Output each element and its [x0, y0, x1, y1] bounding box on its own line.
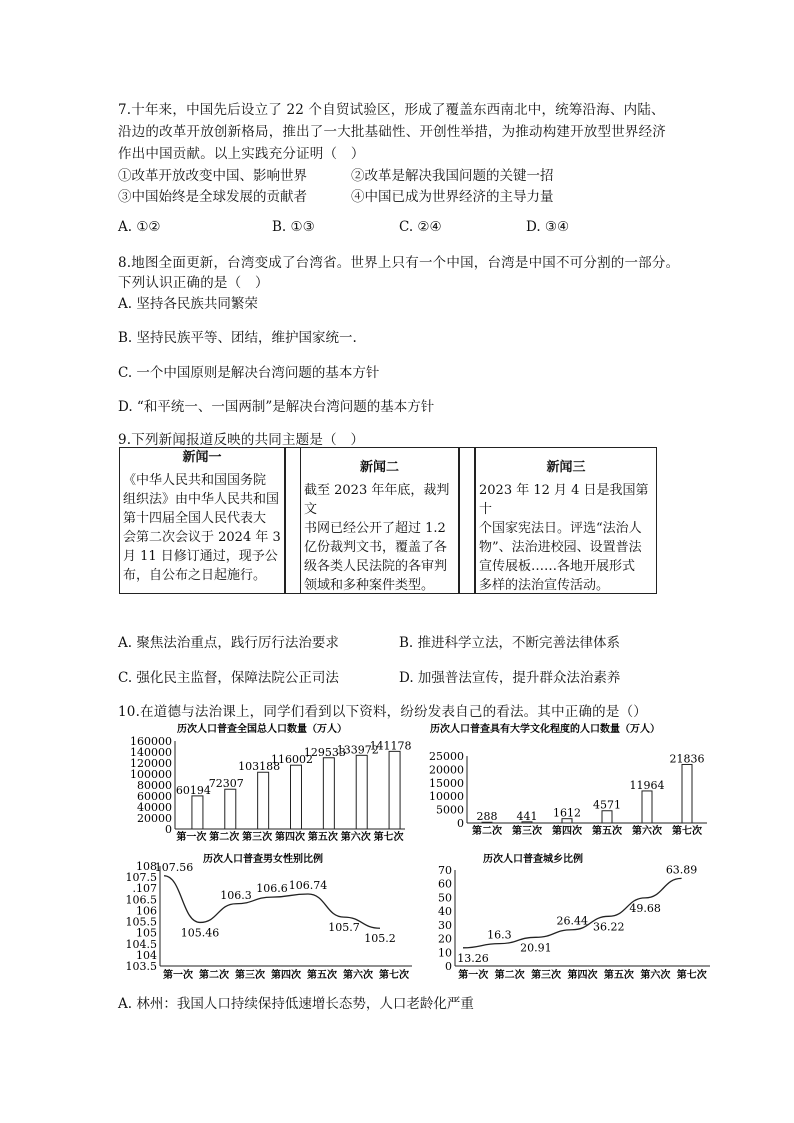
- x-tick-label: 第四次: [271, 970, 301, 981]
- data-label: 49.68: [629, 901, 661, 915]
- news-one-line: 第十四届全国人民代表大: [123, 511, 267, 526]
- data-label: 141178: [369, 739, 412, 753]
- q7-item-2: ②改革是解决我国问题的关键一招: [351, 168, 554, 184]
- q8-option-c: C. 一个中国原则是解决台湾问题的基本方针: [118, 365, 380, 381]
- news-two-line: 截至 2023 年年底，裁判文: [304, 483, 450, 517]
- data-label: 288: [476, 810, 498, 824]
- news-two-line: 亿份裁判文书，覆盖了各: [304, 540, 448, 555]
- y-tick-label: 103.5: [125, 960, 157, 973]
- news-three-title: 新闻三: [546, 460, 586, 475]
- data-label: 105.46: [180, 926, 220, 940]
- y-tick-label: 0: [457, 817, 464, 830]
- data-label: 20.91: [520, 941, 552, 955]
- x-tick-label: 第五次: [307, 832, 338, 843]
- y-tick-label: 15000: [429, 776, 464, 790]
- y-tick-label: 20000: [429, 763, 464, 777]
- y-tick-label: 105: [136, 926, 157, 940]
- y-tick-label: 25000: [429, 750, 464, 763]
- news-one-title: 新闻一: [182, 450, 222, 465]
- x-tick-label: 第二次: [199, 970, 229, 981]
- q7-stem-line-3: 作出中国贡献。以上实践充分证明（ ）: [118, 146, 365, 162]
- data-label: 21836: [669, 752, 705, 766]
- y-tick-label: 70: [438, 864, 452, 877]
- x-tick-label: 第三次: [531, 970, 562, 981]
- q8-option-b: B. 坚持民族平等、团结，维护国家统一.: [118, 330, 357, 346]
- q7-stem-line-2: 沿边的改革开放创新格局，推出了一大批基础性、开创性举措，为推动构建开放型世界经济: [118, 124, 666, 140]
- data-label: 105.2: [364, 932, 396, 946]
- x-tick-label: 第一次: [458, 970, 489, 981]
- chart-title: 历次人口普查具有大学文化程度的人口数量（万人）: [430, 724, 660, 735]
- data-label: 1612: [553, 806, 581, 820]
- data-label: 36.22: [592, 920, 625, 934]
- chart-title: 历次人口普查男女性别比例: [203, 854, 323, 865]
- bar: [682, 764, 692, 823]
- data-label: 129533: [303, 745, 346, 759]
- data-label: 105.7: [328, 921, 360, 935]
- y-tick-label: 10: [438, 946, 452, 960]
- x-tick-label: 第三次: [242, 832, 273, 843]
- y-tick-label: 40000: [137, 801, 172, 814]
- y-tick-label: 120000: [130, 757, 172, 770]
- data-label: 4571: [593, 798, 621, 812]
- x-tick-label: 第三次: [235, 970, 265, 981]
- bar: [291, 765, 302, 829]
- y-tick-label: 20: [438, 932, 452, 946]
- q9-option-a: A. 聚焦法治重点，践行厉行法治要求: [118, 635, 339, 651]
- y-tick-label: .107: [132, 882, 157, 896]
- y-tick-label: 20000: [137, 812, 172, 825]
- y-tick-label: 5000: [436, 803, 464, 817]
- data-label: 441: [516, 809, 538, 823]
- q8-stem-line-1: 8.地图全面更新，台湾变成了台湾省。世界上只有一个中国，台湾是中国不可分割的一部分。: [118, 255, 680, 271]
- q9-option-c: C. 强化民主监督，保障法院公正司法: [118, 670, 339, 686]
- q7-item-4: ④中国已成为世界经济的主导力量: [351, 189, 554, 205]
- y-tick-label: 30: [438, 918, 452, 932]
- x-tick-label: 第七次: [676, 970, 707, 981]
- x-tick-label: 第七次: [373, 832, 404, 843]
- y-tick-label: 100000: [130, 768, 172, 781]
- news-three-line: 宣传展板……各地开展形式: [479, 559, 636, 574]
- x-tick-label: 第五次: [603, 970, 634, 981]
- bar: [389, 751, 400, 829]
- q7-item-3: ③中国始终是全球发展的贡献者: [118, 189, 307, 205]
- news-two-line: 领域和多种案件类型。: [304, 578, 435, 593]
- y-tick-label: 140000: [130, 746, 172, 759]
- q7-option-c: C. ②④: [399, 219, 442, 235]
- q9-option-b: B. 推进科学立法，不断完善法律体系: [399, 635, 621, 651]
- bar: [225, 789, 236, 829]
- chart-title: 历次人口普查城乡比例: [483, 854, 583, 865]
- q8-option-a: A. 坚持各民族共同繁荣: [118, 296, 258, 312]
- y-tick-label: 60000: [137, 790, 172, 803]
- x-tick-label: 第四次: [275, 832, 305, 843]
- chart-title: 历次人口普查全国总人口数量（万人）: [177, 724, 347, 735]
- x-tick-label: 第二次: [494, 970, 525, 981]
- data-label: 16.3: [487, 928, 512, 942]
- x-tick-label: 第一次: [176, 832, 207, 843]
- y-tick-label: 10000: [429, 790, 464, 804]
- x-tick-label: 第七次: [672, 826, 702, 837]
- data-label: 133972: [336, 743, 379, 757]
- data-label: 60194: [175, 783, 211, 797]
- data-label: 13.26: [457, 951, 489, 965]
- q9-option-d: D. 加强普法宣传，提升群众法治素养: [399, 670, 621, 686]
- bar: [642, 791, 652, 823]
- data-label: 11964: [629, 778, 665, 792]
- y-tick-label: 0: [165, 823, 172, 836]
- data-label: 106.74: [288, 879, 328, 892]
- q7-option-a: A. ①②: [118, 219, 161, 235]
- y-tick-label: 0: [445, 960, 452, 973]
- y-tick-label: 104.5: [125, 937, 157, 951]
- q9-stem: 9.下列新闻报道反映的共同主题是（ ）: [118, 432, 365, 448]
- q7-option-b: B. ①③: [272, 219, 315, 235]
- data-label: 116002: [271, 753, 313, 767]
- y-tick-label: 40: [438, 905, 452, 919]
- y-tick-label: 108: [136, 860, 157, 873]
- y-tick-label: 104: [136, 948, 157, 962]
- x-tick-label: 第一次: [163, 970, 193, 981]
- x-tick-label: 第五次: [592, 826, 622, 837]
- news-two-line: 书网已经公开了超过 1.2: [304, 521, 446, 536]
- data-label: 106.6: [256, 882, 288, 896]
- data-label: 26.44: [556, 914, 589, 928]
- data-label: 103188: [238, 760, 281, 774]
- q10-option-a: A. 林州：我国人口持续保持低速增长态势，人口老龄化严重: [118, 996, 474, 1012]
- y-tick-label: 160000: [130, 735, 172, 748]
- news-three-box: [475, 447, 657, 594]
- x-tick-label: 第二次: [209, 832, 240, 843]
- q7-option-d: D. ③④: [526, 219, 570, 235]
- x-tick-label: 第五次: [307, 970, 337, 981]
- data-label: 63.89: [665, 863, 698, 877]
- q8-option-d: D. “和平统一、一国两制”是解决台湾问题的基本方针: [118, 399, 435, 415]
- bar: [356, 755, 367, 829]
- q7-item-1: ①改革开放改变中国、影响世界: [118, 168, 307, 184]
- news-three-line: 物”、法治进校园、设置普法: [479, 540, 642, 555]
- x-tick-label: 第六次: [640, 970, 671, 981]
- news-two-line: 级各类人民法院的各审判: [304, 559, 448, 574]
- chart-sex-ratio: [108, 848, 418, 983]
- chart-university-population: [425, 716, 715, 846]
- y-tick-label: 60: [438, 877, 452, 891]
- x-tick-label: 第四次: [567, 970, 598, 981]
- news-divider-box: [459, 447, 475, 594]
- x-tick-label: 第六次: [632, 826, 662, 837]
- news-one-line: 组织法》由中华人民共和国: [123, 492, 280, 507]
- news-one-line: 布，自公布之日起施行。: [123, 568, 267, 583]
- bar: [258, 772, 269, 829]
- bar: [602, 811, 612, 823]
- bar: [192, 796, 203, 829]
- news-one-line: 会第二次会议于 2024 年 3: [123, 530, 281, 545]
- y-tick-label: 105.5: [125, 915, 157, 929]
- x-tick-label: 第三次: [512, 826, 542, 837]
- x-tick-label: 第六次: [343, 970, 373, 981]
- news-one-line: 《中华人民共和国国务院: [123, 473, 267, 488]
- y-tick-label: 50: [438, 891, 452, 905]
- q10-stem: 10.在道德与法治课上，同学们看到以下资料，纷纷发表自己的看法。其中正确的是（）: [118, 704, 647, 720]
- chart-urban-rural: [425, 848, 715, 983]
- x-tick-label: 第六次: [340, 832, 371, 843]
- x-tick-label: 第四次: [552, 826, 582, 837]
- y-tick-label: 106.5: [125, 893, 157, 907]
- news-three-line: 2023 年 12 月 4 日是我国第十: [479, 483, 649, 517]
- news-three-line: 多样的法治宣传活动。: [479, 578, 610, 593]
- x-tick-label: 第七次: [379, 970, 409, 981]
- news-three-line: 个国家宪法日。评选“法治人: [479, 521, 642, 536]
- data-label: 72307: [208, 777, 244, 791]
- bar: [323, 758, 334, 829]
- q8-stem-line-2: 下列认识正确的是（ ）: [118, 275, 269, 291]
- q7-stem-line-1: 7.十年来，中国先后设立了 22 个自贸试验区，形成了覆盖东西南北中，统筹沿海、内陆、: [118, 102, 665, 118]
- news-divider-box: [285, 447, 301, 594]
- y-tick-label: 80000: [137, 779, 172, 792]
- news-two-box: [300, 447, 459, 594]
- news-two-title: 新闻二: [359, 460, 399, 475]
- y-tick-label: 107.5: [125, 871, 157, 885]
- data-label: 107.56: [154, 860, 194, 874]
- data-label: 106.3: [220, 888, 252, 902]
- x-tick-label: 第二次: [472, 826, 502, 837]
- news-one-line: 月 11 日修订通过，现予公: [123, 549, 278, 564]
- y-tick-label: 106: [136, 904, 157, 918]
- news-one-box: [119, 447, 285, 594]
- chart-total-population: [115, 716, 415, 846]
